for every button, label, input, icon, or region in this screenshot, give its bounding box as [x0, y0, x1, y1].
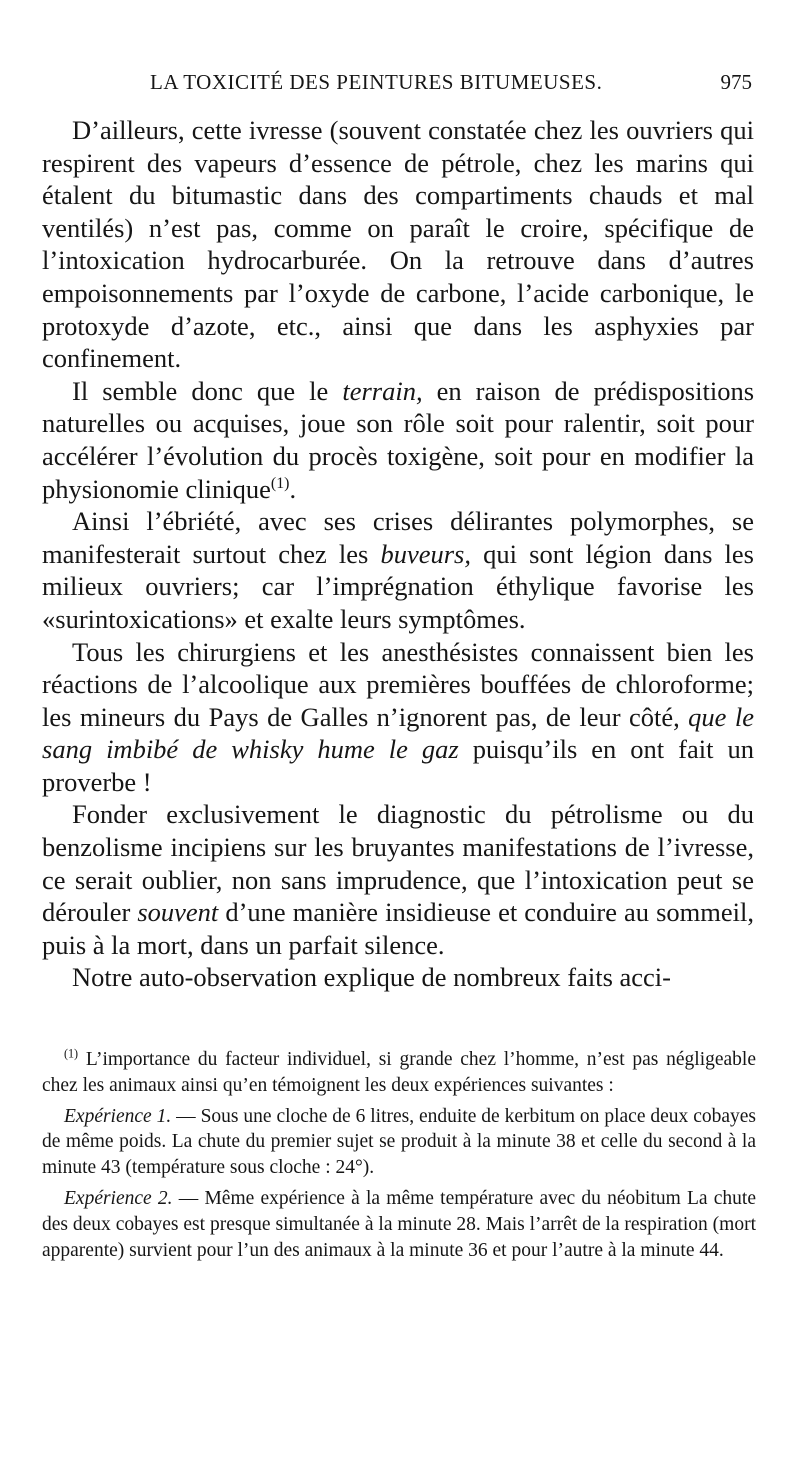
paragraph-text: puisqu’ils en ont fait un proverbe ! — [42, 734, 754, 797]
paragraph — [42, 114, 754, 375]
emphasis: buveurs, — [380, 538, 471, 569]
footnote-experience-1 — [42, 1104, 756, 1181]
emphasis: que le sang imbibé de whisky hume le gaz — [42, 701, 754, 765]
paragraph — [42, 798, 754, 961]
emphasis: souvent — [137, 897, 219, 928]
paragraph — [42, 636, 754, 799]
paragraph — [42, 961, 754, 994]
emphasis: terrain, — [342, 375, 423, 406]
footnote-text: L’importance du facteur individuel, si grande chez l’homme, n’est pas négligeable chez les animaux ainsi qu’en témoignent les deux expériences suivantes : — [42, 1049, 756, 1096]
paragraph-text: Tous les chirurgiens et les anesthésistes connaissent bien les réactions de l’alcoolique aux premières bouffées de chloroforme; les mineurs du Pays de Galles n’ignorent pas, de leur côté, — [42, 636, 754, 732]
experience-label: Expérience 2. — [64, 1187, 173, 1209]
footnote-marker: (1) — [64, 1046, 79, 1061]
footnote-experience-2 — [42, 1186, 756, 1263]
experience-text: — Sous une cloche de 6 litres, enduite de kerbitum on place deux cobayes de même poids. La chute du premier sujet se produit à la minute 38 et celle du second à la minute 43 (température sous cloche : 24°). — [42, 1105, 757, 1179]
running-header — [150, 70, 752, 104]
paragraph-text: Il semble donc que le — [72, 375, 343, 406]
paragraph-text: qui sont légion dans les milieux ouvriers; car l’imprégnation éthylique favorise les «surintoxications» et exalte leurs symptômes. — [42, 538, 754, 634]
footnote — [42, 1047, 756, 1099]
paragraph-text: . — [289, 473, 297, 504]
paragraph-text: Notre auto-observation explique de nombreux faits acci- — [72, 962, 671, 993]
running-title: LA TOXICITÉ DES PEINTURES BITUMEUSES. — [150, 70, 603, 94]
paragraph — [42, 505, 754, 635]
paragraph-text: en raison de prédispositions naturelles ou acquises, joue son rôle soit pour ralentir, soit pour accélérer l’évolution du procès toxigène, soit pour en modifier la physionomie clinique — [42, 375, 755, 504]
paragraph-text: d’une manière insidieuse et conduire au sommeil, puis à la mort, dans un parfait silence. — [42, 897, 754, 960]
footnotes — [42, 1047, 756, 1268]
body-text — [42, 114, 754, 994]
paragraph-text: Ainsi l’ébriété, avec ses crises délirantes polymorphes, se manifesterait surtout chez les — [42, 506, 754, 569]
page-number: 975 — [720, 70, 752, 94]
paragraph — [42, 375, 754, 505]
experience-text: — Même expérience à la même température avec du néobitum La chute des deux cobayes est presque simultanée à la minute 28. Mais l’arrêt de la respiration (mort apparente) survient pour l’un des animaux à la minute 36 et pour l’autre à la minute 44. — [42, 1187, 756, 1261]
paragraph-text: Fonder exclusivement le diagnostic du pétrolisme ou du benzolisme incipiens sur les bruyantes manifestations de l’ivresse, ce serait oublier, non sans imprudence, que l’intoxication peut se dérouler — [42, 799, 754, 928]
footnote-reference[interactable]: (1) — [270, 474, 290, 492]
experience-label: Expérience 1. — [64, 1105, 172, 1127]
paragraph-text: D’ailleurs, cette ivresse (souvent constatée chez les ouvriers qui respirent des vapeurs d’essence de pétrole, chez les marins qui étalent du bitumastic dans des compartiments chauds et mal ventilés) n’est pas, comme on paraît le croire, spécifique de l’intoxication hydrocarburée. On la retrouve dans d’autres empoisonnements par l’oxyde de carbone, l’acide carbonique, le protoxyde d’azote, etc., ainsi que dans les asphyxies par confinement. — [42, 115, 754, 374]
